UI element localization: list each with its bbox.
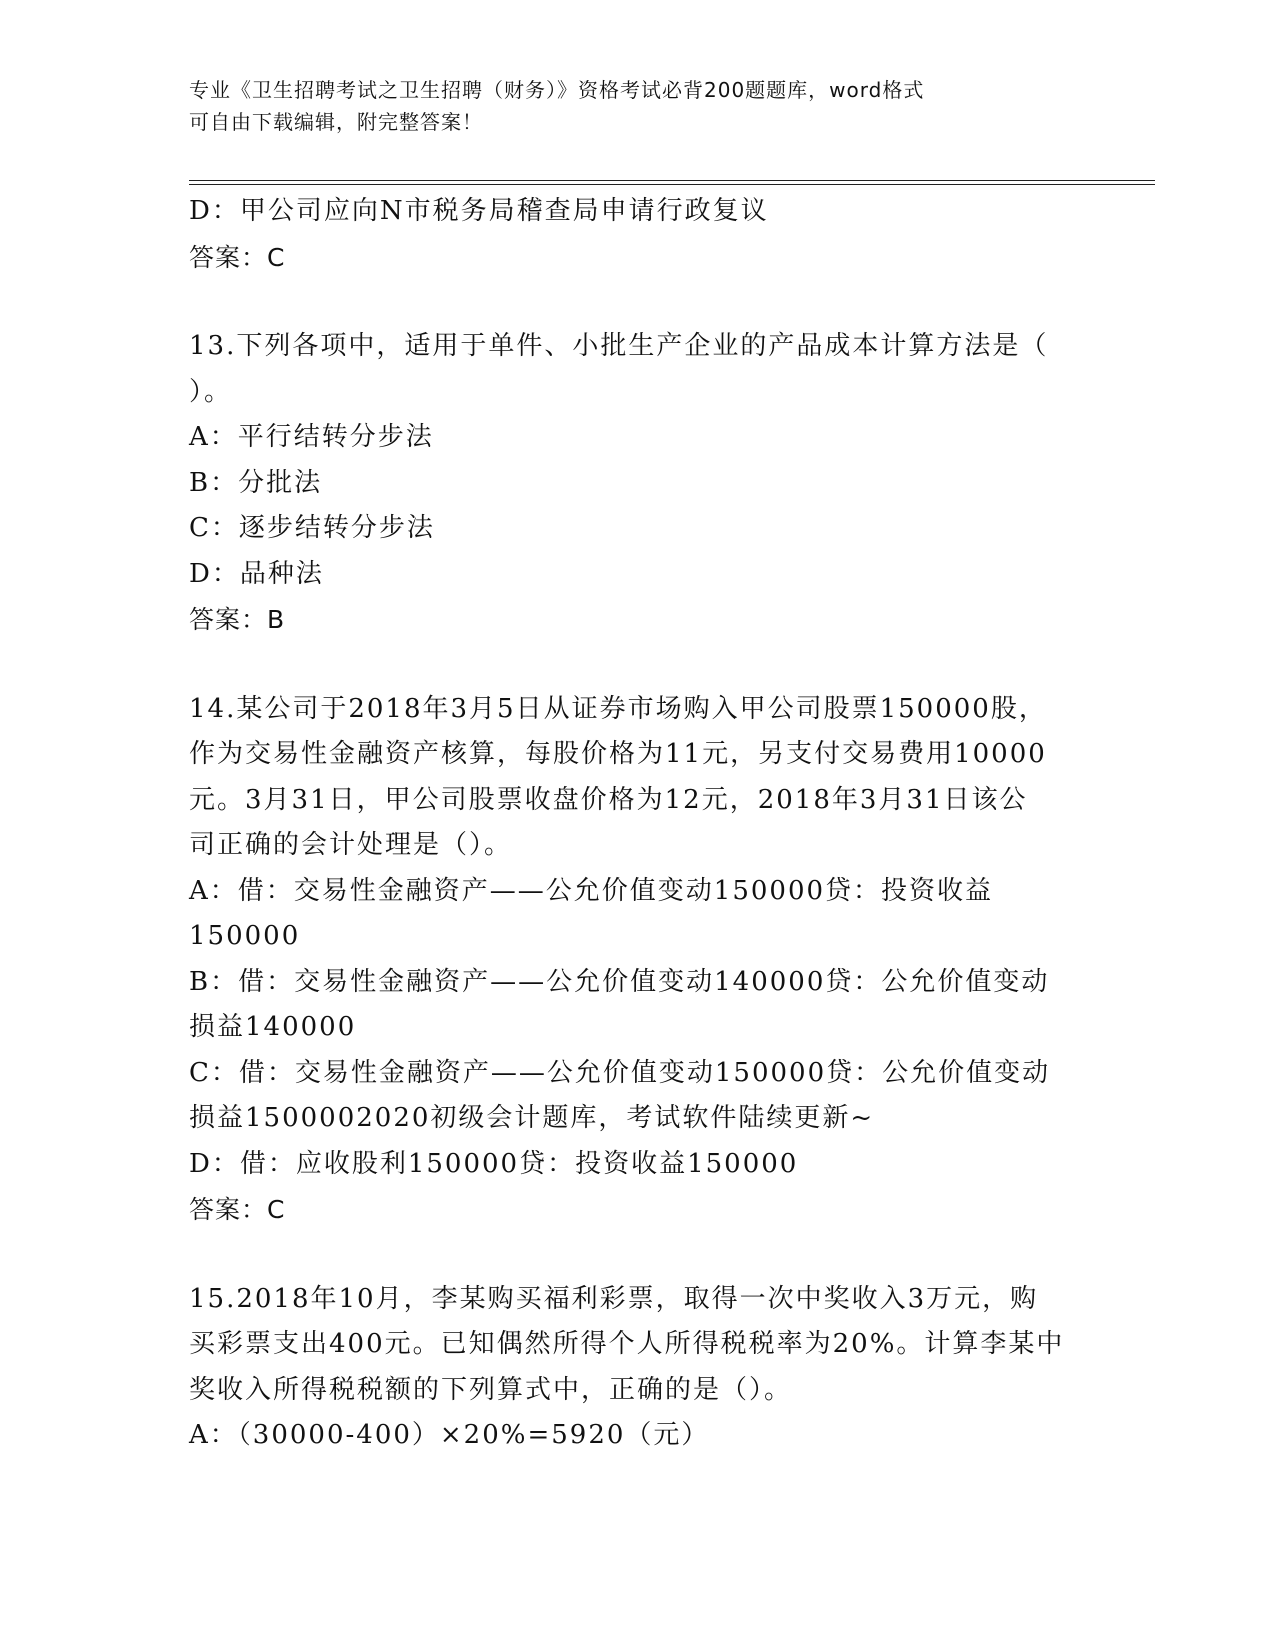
question-stem: 司正确的会计处理是（）。	[189, 830, 513, 860]
option-d: D：品种法	[189, 558, 324, 589]
option-d: D：甲公司应向N市税务局稽查局申请行政复议	[189, 196, 769, 226]
question-stem: 元。3月31日，甲公司股票收盘价格为12元，2018年3月31日该公	[189, 784, 1028, 815]
option-b: B：借：交易性金融资产——公允价值变动140000贷：公允价值变动	[189, 966, 1050, 997]
option-d: D：借：应收股利150000贷：投资收益150000	[189, 1148, 799, 1179]
spacer	[189, 280, 1089, 324]
answer-line: 答案：C	[189, 242, 286, 272]
option-c: 损益1500002020初级会计题库，考试软件陆续更新~	[189, 1103, 875, 1133]
answer-line: 答案：B	[189, 605, 286, 634]
option-b: B：分批法	[189, 467, 323, 498]
question-15	[189, 1277, 1089, 1459]
spacer	[189, 1233, 1089, 1277]
question-stem: 15.2018年10月，李某购买福利彩票，取得一次中奖收入3万元，购	[189, 1283, 1039, 1314]
spacer	[189, 643, 1089, 687]
header-divider-top	[189, 180, 1155, 181]
option-c: C：借：交易性金融资产——公允价值变动150000贷：公允价值变动	[189, 1057, 1051, 1088]
answer-line: 答案：C	[189, 1195, 286, 1224]
question-13	[189, 324, 1089, 643]
option-b: 损益140000	[189, 1012, 357, 1042]
question-stem: 奖收入所得税税额的下列算式中，正确的是（）。	[189, 1374, 793, 1405]
option-c: C：逐步结转分步法	[189, 513, 435, 543]
document-header	[189, 74, 1089, 138]
option-a: A：（30000-400）×20%=5920（元）	[189, 1420, 710, 1450]
question-14	[189, 687, 1089, 1233]
header-divider-bottom	[189, 184, 1155, 185]
question-stem: ）。	[189, 376, 233, 407]
document-body	[189, 189, 1089, 1459]
header-title-line-2: 可自由下载编辑，附完整答案！	[189, 110, 483, 134]
option-a: A：借：交易性金融资产——公允价值变动150000贷：投资收益	[189, 875, 994, 906]
option-a: 150000	[189, 921, 301, 951]
option-a: A：平行结转分步法	[189, 422, 434, 452]
header-title-line-1: 专业《卫生招聘考试之卫生招聘（财务）》资格考试必背200题题库，word格式	[189, 78, 925, 102]
question-12-tail	[189, 189, 1089, 280]
question-stem: 买彩票支出400元。已知偶然所得个人所得税税率为20%。计算李某中	[189, 1329, 1065, 1359]
question-stem: 14.某公司于2018年3月5日从证券市场购入甲公司股票150000股，	[189, 693, 1047, 724]
question-stem: 作为交易性金融资产核算，每股价格为11元，另支付交易费用10000	[189, 739, 1047, 769]
question-stem: 13.下列各项中，适用于单件、小批生产企业的产品成本计算方法是（	[189, 331, 1049, 361]
